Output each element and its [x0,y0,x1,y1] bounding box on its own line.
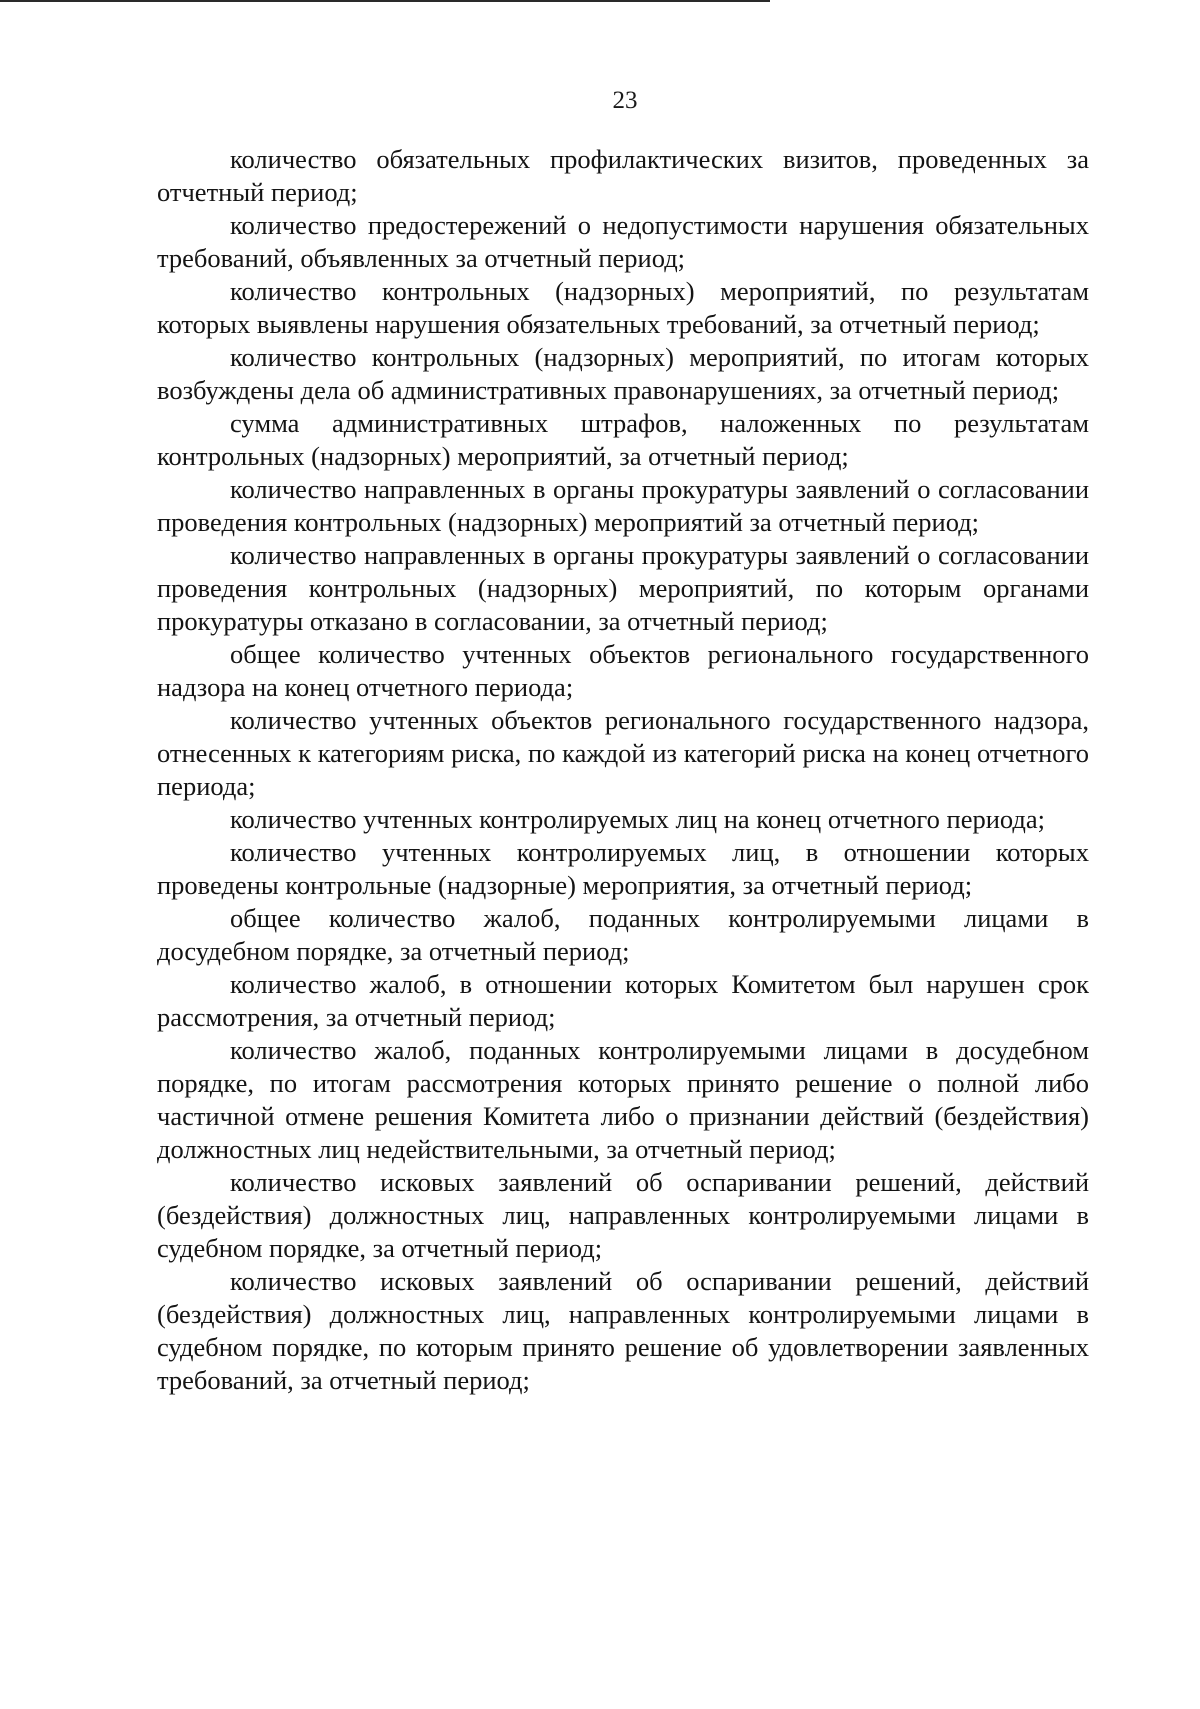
paragraph-total-complaints: общее количество жалоб, поданных контролируемыми лицами в досудебном порядке, за отчетный период; [157,903,1089,966]
paragraph-total-objects: общее количество учтенных объектов регионального государственного надзора на конец отчетного периода; [157,639,1089,702]
paragraph-complaints-deadline: количество жалоб, в отношении которых Комитетом был нарушен срок рассмотрения, за отчетный период; [157,969,1089,1032]
scan-top-edge [0,0,770,2]
paragraph-warnings: количество предостережений о недопустимости нарушения обязательных требований, объявленных за отчетный период; [157,210,1089,273]
paragraph-controlled-persons: количество учтенных контролируемых лиц на конец отчетного периода; [230,804,1045,834]
paragraph-prosecutor-refusals: количество направленных в органы прокуратуры заявлений о согласовании проведения контрольных (надзорных) мероприятий, по которым органами прокуратуры отказано в согласовании, за отчетный период; [157,540,1089,636]
paragraph-fines-sum: сумма административных штрафов, наложенных по результатам контрольных (надзорных) мероприятий, за отчетный период; [157,408,1089,471]
paragraph-lawsuits-satisfied: количество исковых заявлений об оспаривании решений, действий (бездействия) должностных лиц, направленных контролируемыми лицами в судебном порядке, по которым принято решение об удовлетворении заявленных требований, за отчетный период; [157,1266,1089,1395]
paragraph-preventive-visits: количество обязательных профилактических визитов, проведенных за отчетный период; [157,144,1089,207]
paragraph-violations-found: количество контрольных (надзорных) мероприятий, по результатам которых выявлены нарушения обязательных требований, за отчетный период; [157,276,1089,339]
page-number: 23 [612,87,638,114]
document-body [157,143,1089,1397]
paragraph-prosecutor-applications: количество направленных в органы прокуратуры заявлений о согласовании проведения контрольных (надзорных) мероприятий за отчетный период; [157,474,1089,537]
paragraph-persons-inspected: количество учтенных контролируемых лиц, в отношении которых проведены контрольные (надзорные) мероприятия, за отчетный период; [157,837,1089,900]
paragraph-objects-by-risk: количество учтенных объектов регионального государственного надзора, отнесенных к категориям риска, по каждой из категорий риска на конец отчетного периода; [157,705,1089,801]
paragraph-administrative-cases: количество контрольных (надзорных) мероприятий, по итогам которых возбуждены дела об административных правонарушениях, за отчетный период; [157,342,1089,405]
paragraph-complaints-upheld: количество жалоб, поданных контролируемыми лицами в досудебном порядке, по итогам рассмотрения которых принято решение о полной либо частичной отмене решения Комитета либо о признании действий (бездействия) должностных лиц недействительными, за отчетный период; [157,1035,1089,1164]
paragraph-lawsuits: количество исковых заявлений об оспаривании решений, действий (бездействия) должностных лиц, направленных контролируемыми лицами в судебном порядке, за отчетный период; [157,1167,1089,1263]
